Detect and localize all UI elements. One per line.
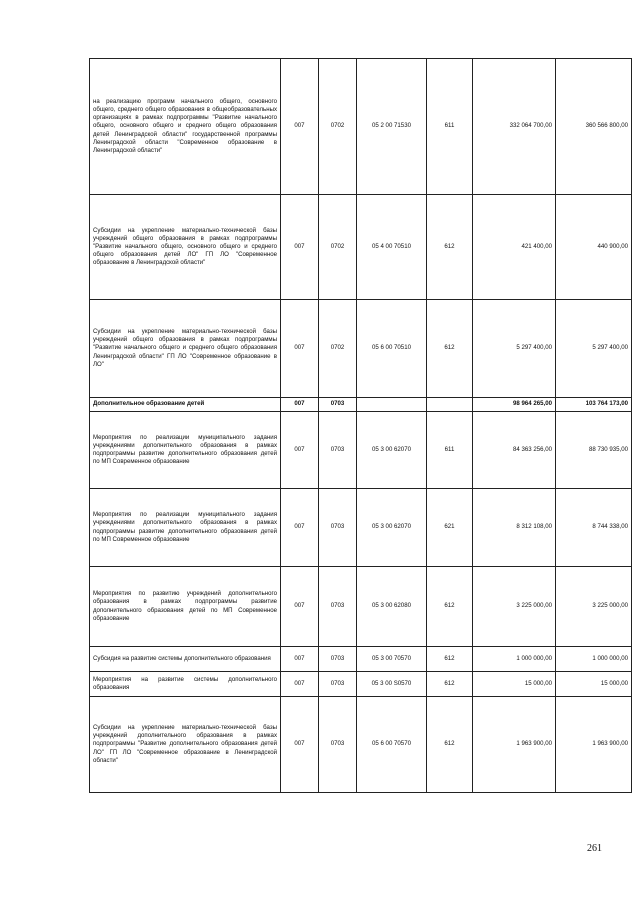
- target-code: 05 3 00 62070: [357, 489, 427, 567]
- ministry-code: 007: [281, 59, 319, 195]
- amount-year1: 8 312 108,00: [473, 489, 556, 567]
- row-name: Дополнительное образование детей: [90, 398, 281, 412]
- row-name: Мероприятия по развитию учреждений дополнительного образования в рамках подпрограммы развитие дополнительного образования детей по МП Современное образование: [90, 567, 281, 647]
- ministry-code: 007: [281, 567, 319, 647]
- table-row: [90, 300, 632, 398]
- amount-year2: 360 566 800,00: [556, 59, 632, 195]
- amount-year2: 5 297 400,00: [556, 300, 632, 398]
- section-code: 0703: [319, 412, 357, 489]
- target-code: 05 2 00 71530: [357, 59, 427, 195]
- amount-year2: 3 225 000,00: [556, 567, 632, 647]
- expense-type: [427, 398, 473, 412]
- amount-year2: 1 000 000,00: [556, 647, 632, 672]
- row-name: Мероприятия по реализации муниципального задания учреждениями дополнительного образования в рамках подпрограммы развитие дополнительного образования детей по МП Современное образование: [90, 412, 281, 489]
- amount-year1: 421 400,00: [473, 195, 556, 300]
- ministry-code: 007: [281, 412, 319, 489]
- expense-type: 621: [427, 489, 473, 567]
- expense-type: 612: [427, 195, 473, 300]
- section-code: 0703: [319, 398, 357, 412]
- target-code: 05 6 00 70510: [357, 300, 427, 398]
- expense-type: 612: [427, 697, 473, 793]
- amount-year1: 5 297 400,00: [473, 300, 556, 398]
- ministry-code: 007: [281, 672, 319, 697]
- row-name: Субсидии на укрепление материально-технической базы учреждений общего образования в рамках подпрограммы "Развитие начального общего и среднего общего образования Ленинградской области" ГП ЛО "Современное образование в ЛО": [90, 300, 281, 398]
- ministry-code: 007: [281, 398, 319, 412]
- section-code: 0703: [319, 567, 357, 647]
- amount-year2: 1 963 900,00: [556, 697, 632, 793]
- ministry-code: 007: [281, 300, 319, 398]
- row-name: Мероприятия на развитие системы дополнительного образования: [90, 672, 281, 697]
- expense-type: 612: [427, 647, 473, 672]
- ministry-code: 007: [281, 697, 319, 793]
- ministry-code: 007: [281, 195, 319, 300]
- section-code: 0702: [319, 300, 357, 398]
- table-row: [90, 412, 632, 489]
- expense-type: 611: [427, 412, 473, 489]
- row-name: Субсидии на укрепление материально-технической базы учреждений общего образования в рамках подпрограммы "Развитие начального общего, основного общего и среднего общего образования детей ЛО" ГП ЛО "Современное образование в Ленинградской области": [90, 195, 281, 300]
- table-row: [90, 195, 632, 300]
- expense-type: 612: [427, 300, 473, 398]
- target-code: 05 6 00 70570: [357, 697, 427, 793]
- page-number: 261: [587, 843, 602, 854]
- amount-year1: 1 963 900,00: [473, 697, 556, 793]
- expense-type: 611: [427, 59, 473, 195]
- amount-year1: 332 064 700,00: [473, 59, 556, 195]
- row-name: Субсидия на развитие системы дополнительного образования: [90, 647, 281, 672]
- table-row-section-total: [90, 398, 632, 412]
- table-row: [90, 697, 632, 793]
- amount-year2: 8 744 338,00: [556, 489, 632, 567]
- section-code: 0703: [319, 489, 357, 567]
- table-row: [90, 489, 632, 567]
- ministry-code: 007: [281, 489, 319, 567]
- amount-year2: 88 730 935,00: [556, 412, 632, 489]
- target-code: 05 3 00 62080: [357, 567, 427, 647]
- table-row: [90, 567, 632, 647]
- amount-year2: 103 764 173,00: [556, 398, 632, 412]
- amount-year1: 15 000,00: [473, 672, 556, 697]
- row-name: Субсидии на укрепление материально-технической базы учреждений дополнительного образования в рамках подпрограммы "Развитие дополнительного образования детей ЛО" ГП ЛО "Современное образование в Ленинградской области": [90, 697, 281, 793]
- table-row: [90, 672, 632, 697]
- section-code: 0703: [319, 697, 357, 793]
- target-code: 05 4 00 70510: [357, 195, 427, 300]
- row-name: на реализацию программ начального общего, основного общего, среднего общего образования в общеобразовательных организациях в рамках подпрограммы "Развитие начального общего, основного общего и среднего общего образования детей Ленинградской области" государственной программы Ленинградской области "Современное образование в Ленинградской области": [90, 59, 281, 195]
- table-row: [90, 647, 632, 672]
- budget-table: [89, 58, 632, 793]
- target-code: 05 3 00 S0570: [357, 672, 427, 697]
- row-name: Мероприятия по реализации муниципального задания учреждениями дополнительного образования в рамках подпрограммы развитие дополнительного образования детей по МП Современное образование: [90, 489, 281, 567]
- expense-type: 612: [427, 672, 473, 697]
- target-code: 05 3 00 70570: [357, 647, 427, 672]
- table-row: [90, 59, 632, 195]
- amount-year1: 84 363 256,00: [473, 412, 556, 489]
- amount-year1: 3 225 000,00: [473, 567, 556, 647]
- target-code: 05 3 00 62070: [357, 412, 427, 489]
- section-code: 0702: [319, 59, 357, 195]
- expense-type: 612: [427, 567, 473, 647]
- amount-year1: 98 964 265,00: [473, 398, 556, 412]
- amount-year2: 15 000,00: [556, 672, 632, 697]
- target-code: [357, 398, 427, 412]
- ministry-code: 007: [281, 647, 319, 672]
- section-code: 0702: [319, 195, 357, 300]
- amount-year1: 1 000 000,00: [473, 647, 556, 672]
- amount-year2: 440 900,00: [556, 195, 632, 300]
- section-code: 0703: [319, 647, 357, 672]
- section-code: 0703: [319, 672, 357, 697]
